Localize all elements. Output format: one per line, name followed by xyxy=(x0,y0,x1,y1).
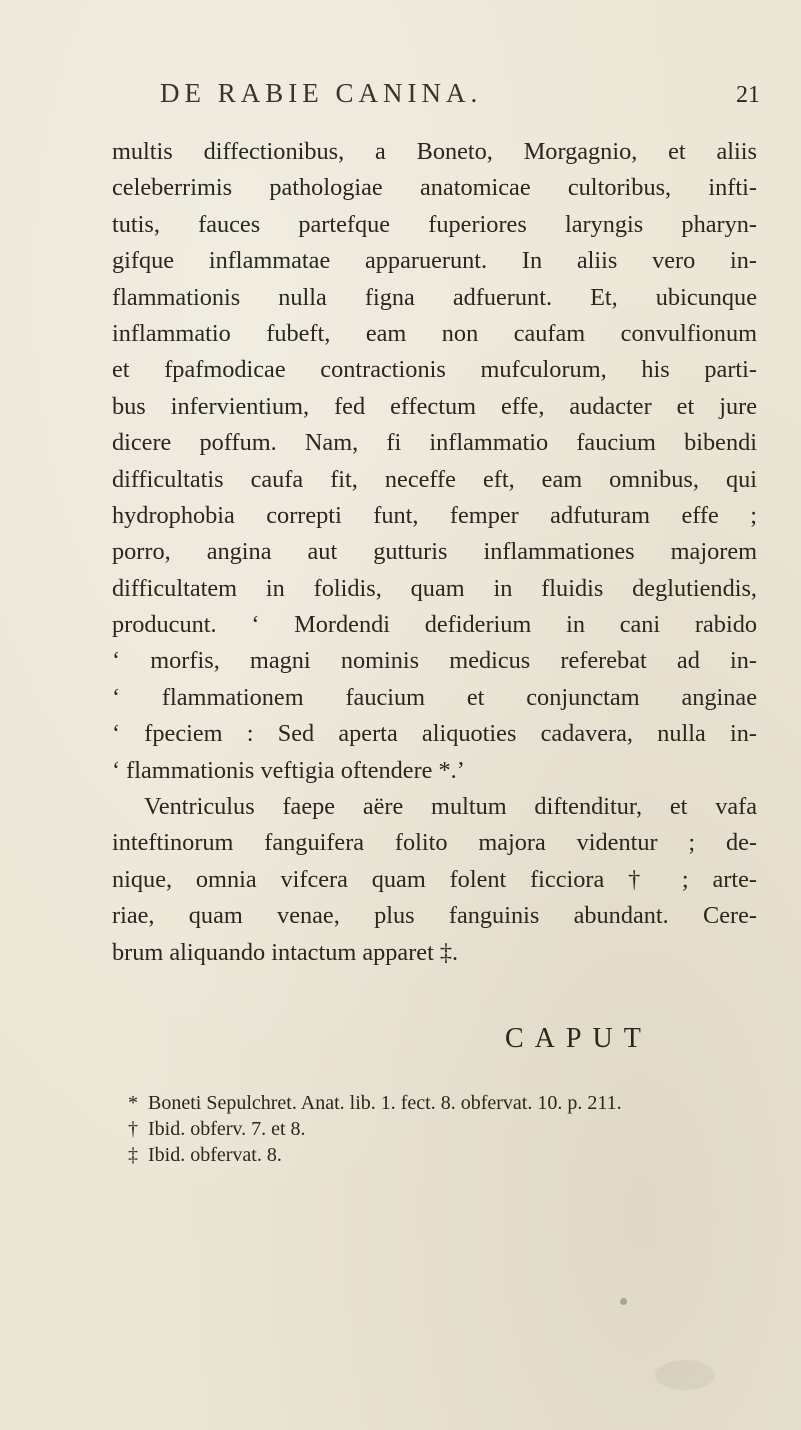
text-line: hydrophobia correpti funt, femper adfuturam effe ; xyxy=(112,501,757,529)
footnotes xyxy=(128,1090,728,1168)
paper-smudge xyxy=(655,1360,715,1390)
text-line: porro, angina aut gutturis inflammationes majorem xyxy=(112,538,757,566)
text-line: inflammatio fubeft, eam non caufam convulfionum xyxy=(112,319,757,347)
text-line: dicere poffum. Nam, fi inflammatio faucium bibendi xyxy=(112,429,757,457)
text-line: tutis, fauces partefque fuperiores laryngis pharyn- xyxy=(112,210,757,238)
footnote-mark: ‡ xyxy=(128,1144,138,1166)
text-line: producunt. ‘ Mordendi defiderium in cani rabido xyxy=(112,611,757,639)
text-line: bus infervientium, fed effectum effe, audacter et jure xyxy=(112,392,757,420)
footnote xyxy=(128,1090,728,1116)
text-line: difficultatem in folidis, quam in fluidis deglutiendis, xyxy=(112,574,757,602)
text-line: Ventriculus faepe aëre multum diftenditur, et vafa xyxy=(144,793,757,821)
text-line: nique, omnia vifcera quam folent ficciora † ; arte- xyxy=(112,865,757,893)
text-line: ‘ flammationem faucium et conjunctam anginae xyxy=(112,683,757,711)
text-line: difficultatis caufa fit, neceffe eft, eam omnibus, qui xyxy=(112,465,757,493)
page-number: 21 xyxy=(736,82,760,108)
text-line: et fpafmodicae contractionis mufculorum, his parti- xyxy=(112,356,757,384)
footnote-text: Ibid. obfervat. 8. xyxy=(148,1144,282,1166)
running-title: DE RABIE CANINA. xyxy=(160,78,483,108)
text-line: ‘ morfis, magni nominis medicus referebat ad in- xyxy=(112,647,757,675)
text-line: multis diffectionibus, a Boneto, Morgagnio, et aliis xyxy=(112,138,757,165)
text-line: ‘ flammationis veftigia oftendere *.’ xyxy=(112,756,465,784)
footnote xyxy=(128,1142,728,1168)
section-heading: CAPUT xyxy=(505,1023,652,1054)
body-text xyxy=(112,134,757,971)
running-head xyxy=(160,78,760,118)
footnote-text: Boneti Sepulchret. Anat. lib. 1. fect. 8. obfervat. 10. p. 211. xyxy=(148,1092,622,1114)
text-line: celeberrimis pathologiae anatomicae cultoribus, infti- xyxy=(112,174,757,202)
text-line: inteftinorum fanguifera folito majora videntur ; de- xyxy=(112,829,757,857)
footnote-mark: † xyxy=(128,1118,138,1140)
footnote-text: Ibid. obferv. 7. et 8. xyxy=(148,1118,306,1140)
text-line: riae, quam venae, plus fanguinis abundant. Cere- xyxy=(112,902,757,930)
text-line: flammationis nulla figna adfuerunt. Et, ubicunque xyxy=(112,283,757,311)
text-line: gifque inflammatae apparuerunt. In aliis vero in- xyxy=(112,247,757,275)
text-line: brum aliquando intactum apparet ‡. xyxy=(112,938,459,966)
footnote-mark: * xyxy=(128,1092,138,1114)
paper-speck xyxy=(620,1298,627,1305)
text-line: ‘ fpeciem : Sed aperta aliquoties cadavera, nulla in- xyxy=(112,720,757,748)
footnote xyxy=(128,1116,728,1142)
